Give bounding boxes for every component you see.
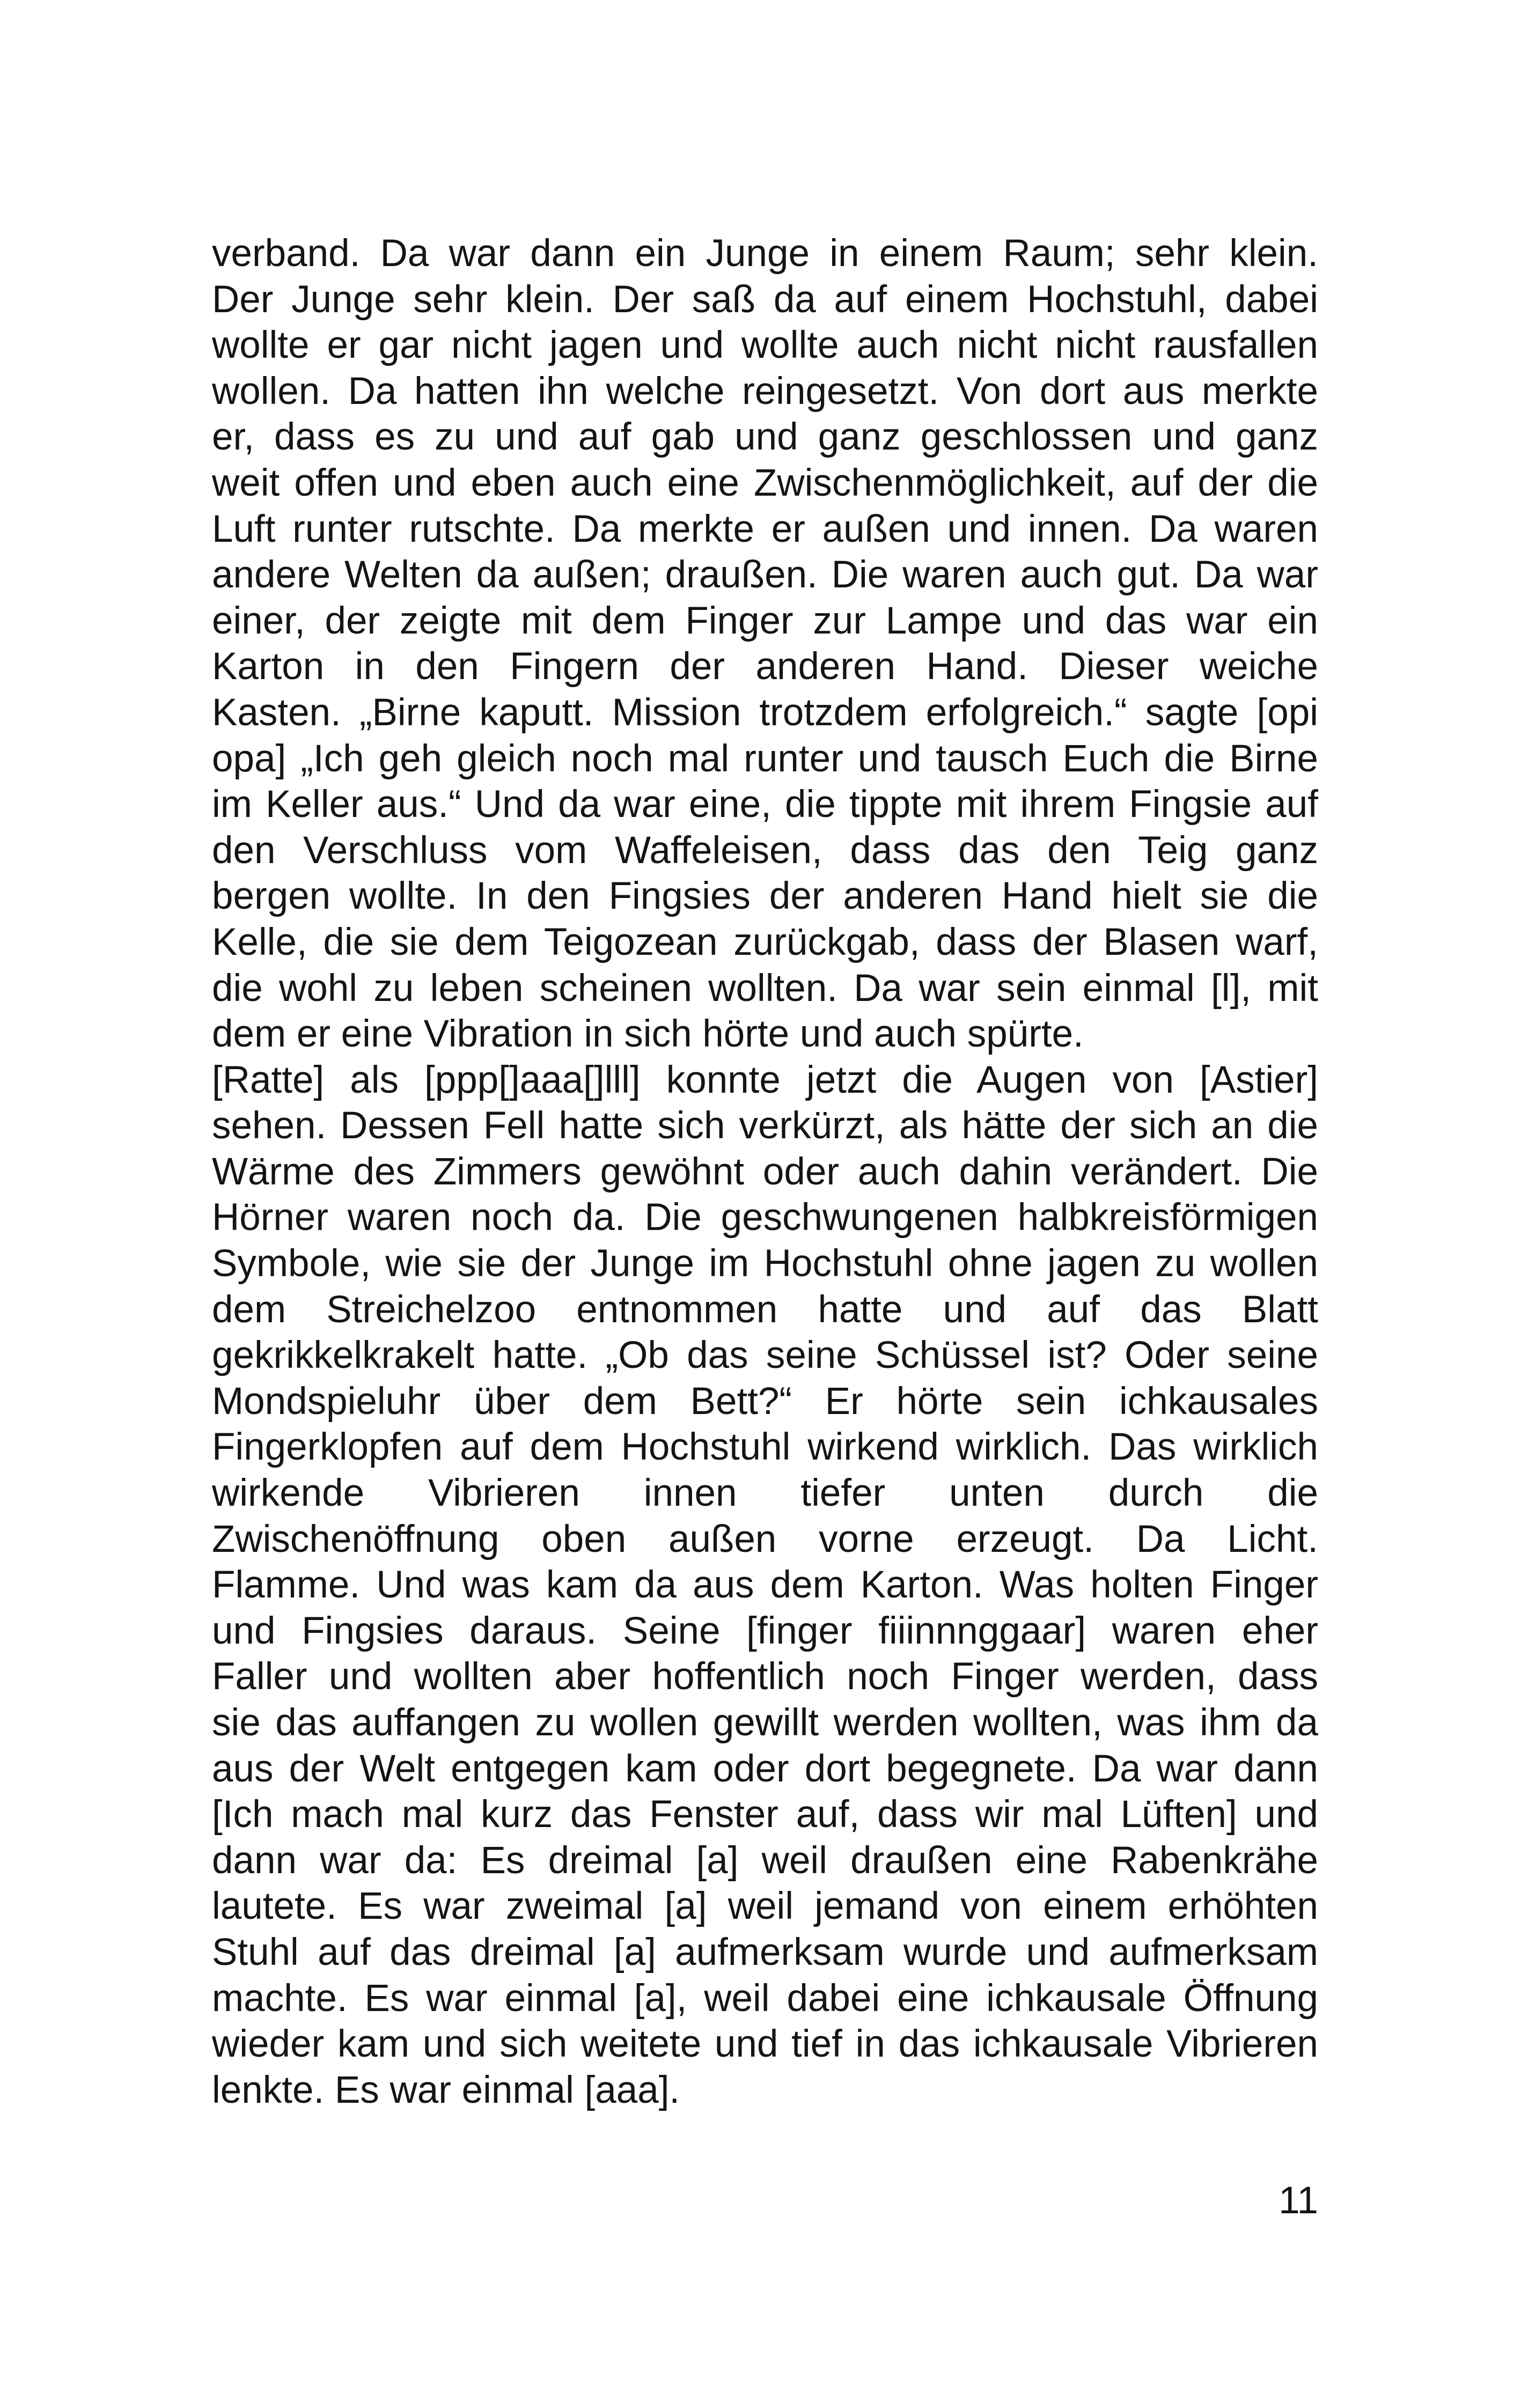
text-line: wirkende Vibrieren innen tiefer unten durch die [212,1472,1318,1515]
text-line: Hörner waren noch da. Die geschwungenen halbkreisförmigen [212,1196,1318,1239]
text-line: einer, der zeigte mit dem Finger zur Lampe und das war ein [212,599,1318,642]
text-line: und Fingsies daraus. Seine [finger fiiinnnggaar] waren eher [212,1609,1318,1652]
text-line: er, dass es zu und auf gab und ganz geschlossen und ganz [212,416,1318,459]
text-line: Kelle, die sie dem Teigozean zurückgab, dass der Blasen warf, [212,921,1318,963]
text-line: aus der Welt entgegen kam oder dort begegnete. Da war dann [212,1747,1318,1790]
text-line: sie das auffangen zu wollen gewillt werden wollten, was ihm da [212,1702,1318,1744]
text-line: sehen. Dessen Fell hatte sich verkürzt, als hätte der sich an die [212,1104,1318,1147]
text-line: Flamme. Und was kam da aus dem Karton. Was holten Finger [212,1564,1318,1607]
text-line: im Keller aus.“ Und da war eine, die tippte mit ihrem Fingsie auf [212,783,1318,826]
text-line: [Ratte] als [ppp[]aaa[]lll] konnte jetzt die Augen von [Astier] [212,1058,1318,1101]
text-line: andere Welten da außen; draußen. Die waren auch gut. Da war [212,554,1318,597]
text-line: lenkte. Es war einmal [aaa]. [212,2068,680,2111]
text-line: Der Junge sehr klein. Der saß da auf einem Hochstuhl, dabei [212,278,1318,321]
text-line: Kasten. „Birne kaputt. Mission trotzdem erfolgreich.“ sagte [opi [212,691,1318,734]
text-line: opa] „Ich geh gleich noch mal runter und tausch Euch die Birne [212,737,1318,780]
text-line: weit offen und eben auch eine Zwischenmöglichkeit, auf der die [212,461,1318,504]
text-line: machte. Es war einmal [a], weil dabei eine ichkausale Öffnung [212,1977,1318,2020]
paragraph-1 [212,231,1318,1057]
text-line: den Verschluss vom Waffeleisen, dass das den Teig ganz [212,829,1318,872]
text-line: Symbole, wie sie der Junge im Hochstuhl ohne jagen zu wollen [212,1242,1318,1285]
page-number: 11 [1278,2179,1318,2222]
paragraph-2 [212,1057,1318,2114]
text-line: Zwischenöffnung oben außen vorne erzeugt. Da Licht. [212,1518,1318,1560]
text-line: Stuhl auf das dreimal [a] aufmerksam wurde und aufmerksam [212,1931,1318,1973]
text-line: Fingerklopfen auf dem Hochstuhl wirkend wirklich. Das wirklich [212,1426,1318,1469]
text-line: dann war da: Es dreimal [a] weil draußen eine Rabenkrähe [212,1839,1318,1882]
text-line: Mondspieluhr über dem Bett?“ Er hörte sein ichkausales [212,1380,1318,1423]
text-line: die wohl zu leben scheinen wollten. Da war sein einmal [l], mit [212,967,1318,1010]
text-line: dem Streichelzoo entnommen hatte und auf das Blatt [212,1288,1318,1331]
text-line: lautete. Es war zweimal [a] weil jemand von einem erhöhten [212,1885,1318,1928]
body-text [212,231,1318,2113]
text-line: wieder kam und sich weitete und tief in das ichkausale Vibrieren [212,2023,1318,2066]
text-line: Luft runter rutschte. Da merkte er außen und innen. Da waren [212,507,1318,550]
text-line: wollen. Da hatten ihn welche reingesetzt. Von dort aus merkte [212,370,1318,413]
text-line: Faller und wollten aber hoffentlich noch Finger werden, dass [212,1655,1318,1698]
text-line: gekrikkelkrakelt hatte. „Ob das seine Schüssel ist? Oder seine [212,1334,1318,1377]
text-line: [Ich mach mal kurz das Fenster auf, dass wir mal Lüften] und [212,1793,1318,1836]
text-line: bergen wollte. In den Fingsies der anderen Hand hielt sie die [212,875,1318,918]
text-line: Karton in den Fingern der anderen Hand. Dieser weiche [212,645,1318,688]
text-line: wollte er gar nicht jagen und wollte auch nicht nicht rausfallen [212,324,1318,367]
text-line: Wärme des Zimmers gewöhnt oder auch dahin verändert. Die [212,1150,1318,1193]
text-line: dem er eine Vibration in sich hörte und auch spürte. [212,1013,1084,1056]
text-line: verband. Da war dann ein Junge in einem Raum; sehr klein. [212,232,1318,275]
